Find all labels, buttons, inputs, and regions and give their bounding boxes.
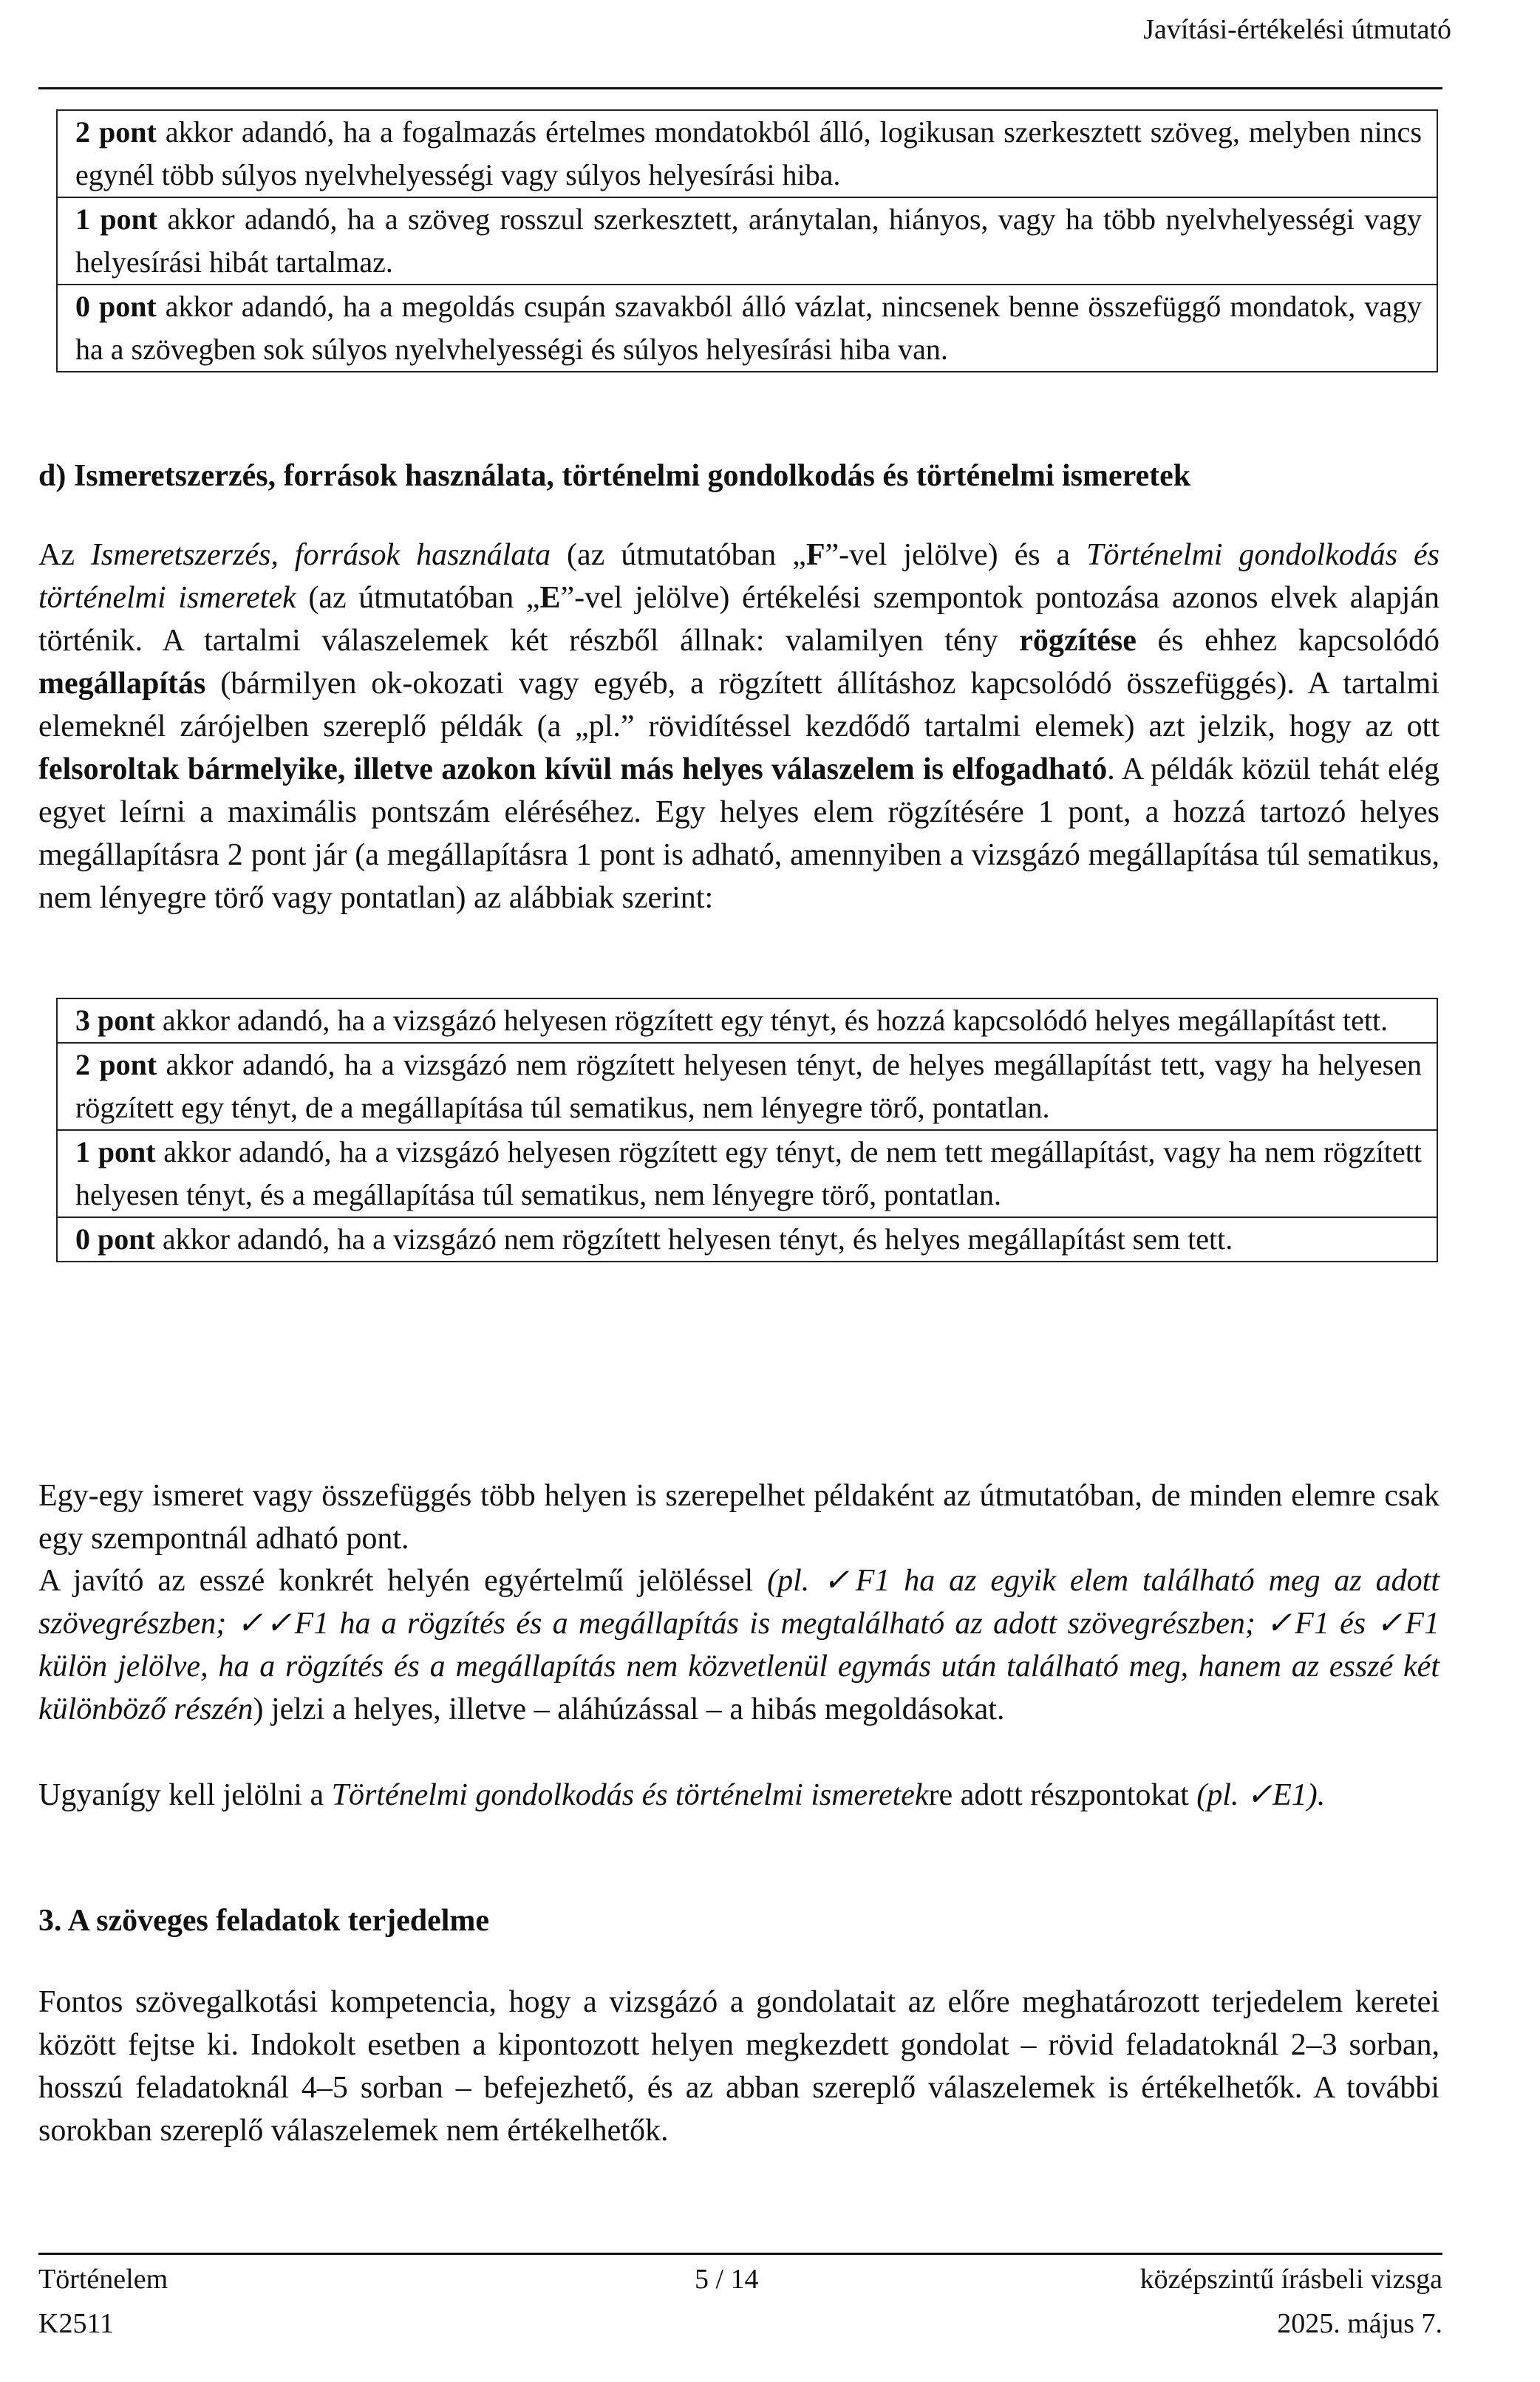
score-description: akkor adandó, ha a vizsgázó nem rögzített helyesen tényt, de helyes megállapítást tett, vagy ha helyesen rögzített egy tényt, de a megállapítása túl sematikus, nem lényegre törő, pontatlan. <box>75 1048 1422 1124</box>
page-header-title: Javítási-értékelési útmutató <box>1143 14 1451 45</box>
footer-page-number: 5 / 14 <box>695 2264 759 2295</box>
score-label: 1 pont <box>75 203 158 236</box>
score-label: 2 pont <box>75 115 157 149</box>
scoring-row <box>58 1129 1437 1216</box>
scoring-row <box>58 1042 1437 1129</box>
score-description: akkor adandó, ha a vizsgázó helyesen rögzített egy tényt, és hozzá kapcsolódó helyes megállapítást tett. <box>154 1004 1389 1037</box>
text-run-italic: Történelmi gondolkodás és történelmi ismeretek <box>331 1778 929 1812</box>
text-run-italic: (pl. ✓F1 ha az egyik elem található meg az adott szövegrészben; ✓✓F1 ha a rögzítés és a megállapítás is megtalálható az adott szövegrészben; ✓F1 és ✓F1 külön jelölve, ha a rögzítés és a megállapítás nem közvetlenül egymás után található meg, hanem az esszé két különböző részén <box>38 1564 1440 1726</box>
text-run: re adott részpontokat <box>928 1778 1197 1812</box>
scoring-row <box>58 111 1437 197</box>
text-run: (bármilyen ok-okozati vagy egyéb, a rögzített állításhoz kapcsolódó összefüggés). A tartalmi elemeknél zárójelben szereplő példák (a „pl.” rövidítéssel kezdődő tartalmi elemek) azt jelzik, hogy az ott <box>38 667 1440 743</box>
section-d-heading: d) Ismeretszerzés, források használata, történelmi gondolkodás és történelmi ismeretek <box>38 459 1191 493</box>
paragraph-marking-e <box>38 1774 1440 1817</box>
score-label: 1 pont <box>75 1135 156 1168</box>
text-run-bold: F <box>805 538 825 572</box>
text-run: ”-vel jelölve) értékelési szempontok pontozása azonos elvek alapján történik. A tartalmi válaszelemek két részből állnak: valamilyen tény <box>38 581 1440 658</box>
text-run-italic: Történelmi gondolkodás és történelmi ismeretek <box>38 538 1440 615</box>
footer-rule <box>38 2253 1442 2255</box>
footer-date: 2025. május 7. <box>1277 2308 1442 2339</box>
text-run-bold: megállapítás <box>38 667 206 701</box>
score-description: akkor adandó, ha a szöveg rosszul szerkesztett, aránytalan, hiányos, vagy ha több nyelvhelyességi vagy helyesírási hibát tartalmaz. <box>75 203 1423 279</box>
score-label: 0 pont <box>75 1222 155 1256</box>
score-label: 3 pont <box>75 1004 155 1037</box>
text-run: . A példák közül tehát elég egyet leírni a maximális pontszám eléréséhez. Egy helyes elem rögzítésére 1 pont, a hozzá tartozó helyes megállapításra 2 pont jár (a megállapításra 1 pont is adható, amennyiben a vizsgázó megállapítása túl sematikus, nem lényegre törő vagy pontatlan) az alábbiak szerint: <box>38 752 1440 915</box>
scoring-table-language <box>56 109 1438 372</box>
scoring-row <box>58 1216 1437 1261</box>
score-label: 2 pont <box>75 1048 157 1081</box>
scoring-row <box>58 999 1437 1042</box>
header-rule <box>38 87 1442 89</box>
text-run-italic: Ismeretszerzés, források használata <box>90 538 551 572</box>
text-run: és ehhez kapcsolódó <box>1136 624 1440 658</box>
text-run: Az <box>38 538 91 572</box>
score-description: akkor adandó, ha a vizsgázó nem rögzített helyesen tényt, és helyes megállapítást sem tett. <box>154 1222 1233 1256</box>
footer-subject: Történelem <box>38 2264 168 2295</box>
scoring-row <box>58 284 1437 371</box>
text-run: ”-vel jelölve) és a <box>825 538 1087 572</box>
score-description: akkor adandó, ha a fogalmazás értelmes mondatokból álló, logikusan szerkesztett szöveg, melyben nincs egynél több súlyos nyelvhelyességi vagy súlyos helyesírási hiba. <box>75 115 1423 191</box>
paragraph-multiple-occurrence: Egy-egy ismeret vagy összefüggés több helyen is szerepelhet példaként az útmutatóban, de minden elemre csak egy szempontnál adható pont. <box>38 1479 1440 1556</box>
text-run: Ugyanígy kell jelölni a <box>38 1778 332 1812</box>
text-run-bold: felsoroltak bármelyike, illetve azokon kívül más helyes válaszelem is elfogadható <box>38 752 1108 786</box>
text-run: (az útmutatóban „ <box>551 538 806 572</box>
footer-code: K2511 <box>38 2308 115 2339</box>
text-run: (az útmutatóban „ <box>296 581 540 615</box>
section-3-paragraph: Fontos szövegalkotási kompetencia, hogy a vizsgázó a gondolatait az előre meghatározott terjedelem keretei között fejtse ki. Indokolt esetben a kipontozott helyen megkezdett gondolat – rövid feladatoknál 2–3 sorban, hosszú feladatoknál 4–5 sorban – befejezhető, és az abban szereplő válaszelemek is értékelhetők. A további sorokban szereplő válaszelemek nem értékelhetők. <box>38 1985 1440 2148</box>
score-description: akkor adandó, ha a vizsgázó helyesen rögzített egy tényt, de nem tett megállapítást, vagy ha nem rögzített helyesen tényt, és a megállapítása túl sematikus, nem lényegre törő, pontatlan. <box>75 1135 1423 1211</box>
score-label: 0 pont <box>75 290 157 323</box>
scoring-table-knowledge <box>56 998 1438 1262</box>
score-description: akkor adandó, ha a megoldás csupán szavakból álló vázlat, nincsenek benne összefüggő mondatok, vagy ha a szövegben sok súlyos nyelvhelyességi és súlyos helyesírási hiba van. <box>75 290 1422 366</box>
text-run-italic: (pl. ✓E1). <box>1196 1778 1326 1812</box>
text-run: ) jelzi a helyes, illetve – aláhúzással – a hibás megoldásokat. <box>253 1692 1005 1726</box>
text-run-bold: E <box>539 581 561 615</box>
text-run: A javító az esszé konkrét helyén egyértelmű jelöléssel <box>38 1564 768 1598</box>
scoring-row <box>58 197 1437 284</box>
paragraph-marking <box>38 1559 1440 1731</box>
section-3-heading: 3. A szöveges feladatok terjedelme <box>38 1904 490 1938</box>
text-run-bold: rögzítése <box>1019 624 1137 658</box>
footer-exam-level: középszintű írásbeli vizsga <box>1139 2264 1442 2295</box>
section-d-paragraph <box>38 534 1440 919</box>
